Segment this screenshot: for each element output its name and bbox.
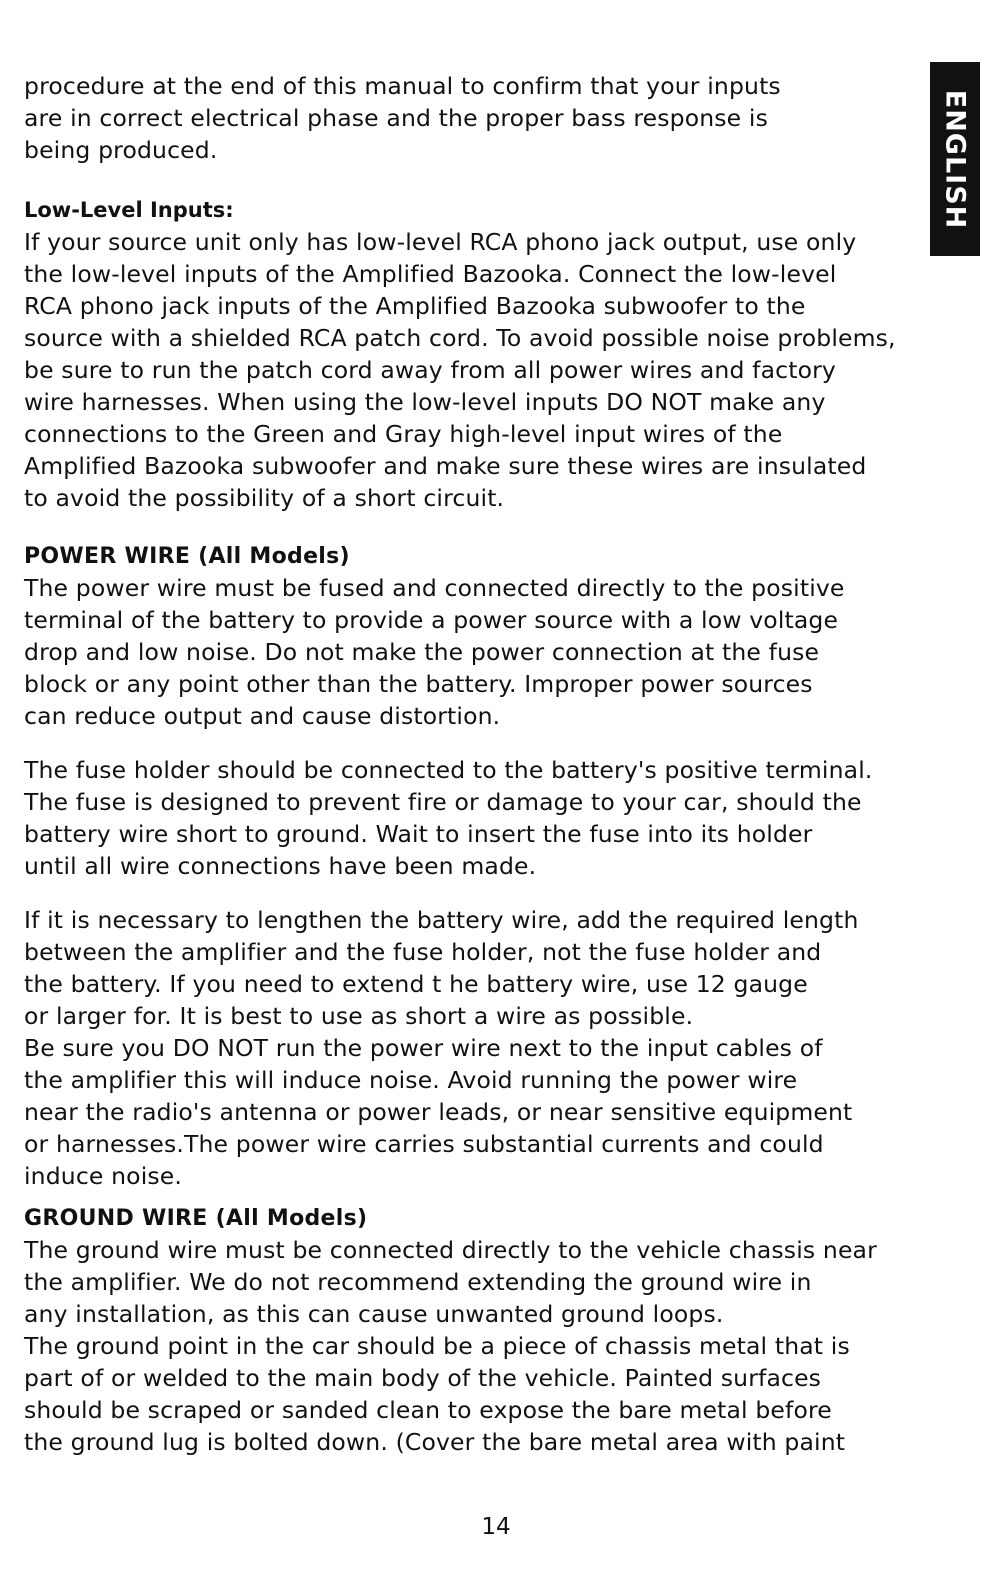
text-line: part of or welded to the main body of the vehicle. Painted surfaces <box>24 1364 822 1392</box>
power-wire-paragraph-2 <box>24 754 904 882</box>
text-line: The ground wire must be connected directly to the vehicle chassis near <box>24 1236 877 1264</box>
power-wire-paragraph-1 <box>24 572 904 732</box>
text-line: wire harnesses. When using the low-level inputs DO NOT make any <box>24 388 826 416</box>
section-heading-ground-wire: GROUND WIRE (All Models) <box>24 1206 368 1231</box>
text-line: until all wire connections have been made. <box>24 852 537 880</box>
text-line: block or any point other than the battery. Improper power sources <box>24 670 813 698</box>
text-line: being produced. <box>24 136 218 164</box>
ground-wire-paragraph-1 <box>24 1234 904 1330</box>
text-line: the battery. If you need to extend t he battery wire, use 12 gauge <box>24 970 808 998</box>
ground-wire-section <box>24 1204 904 1458</box>
text-line: to avoid the possibility of a short circuit. <box>24 484 505 512</box>
text-line: If your source unit only has low-level RCA phono jack output, use only <box>24 228 857 256</box>
text-line: be sure to run the patch cord away from all power wires and factory <box>24 356 836 384</box>
text-line: The power wire must be fused and connected directly to the positive <box>24 574 845 602</box>
power-wire-paragraph-3 <box>24 904 904 1192</box>
text-line: Be sure you DO NOT run the power wire next to the input cables of <box>24 1034 823 1062</box>
power-wire-section <box>24 542 904 1192</box>
text-line: or harnesses.The power wire carries substantial currents and could <box>24 1130 824 1158</box>
text-line: the ground lug is bolted down. (Cover the bare metal area with paint <box>24 1428 846 1456</box>
page-body <box>24 70 904 1458</box>
page-number: 14 <box>481 1514 511 1540</box>
section-heading-low-level: Low-Level Inputs: <box>24 198 234 222</box>
text-line: are in correct electrical phase and the proper bass response is <box>24 104 768 132</box>
text-line: any installation, as this can cause unwanted ground loops. <box>24 1300 724 1328</box>
text-line: procedure at the end of this manual to confirm that your inputs <box>24 72 781 100</box>
text-line: the amplifier this will induce noise. Avoid running the power wire <box>24 1066 798 1094</box>
language-tab <box>930 62 980 256</box>
text-line: the amplifier. We do not recommend extending the ground wire in <box>24 1268 812 1296</box>
intro-paragraph <box>24 70 904 166</box>
text-line: can reduce output and cause distortion. <box>24 702 501 730</box>
text-line: RCA phono jack inputs of the Amplified Bazooka subwoofer to the <box>24 292 806 320</box>
text-line: the low-level inputs of the Amplified Bazooka. Connect the low-level <box>24 260 837 288</box>
text-line: The fuse is designed to prevent fire or damage to your car, should the <box>24 788 862 816</box>
section-heading-power-wire: POWER WIRE (All Models) <box>24 544 350 569</box>
text-line: The fuse holder should be connected to the battery's positive terminal. <box>24 756 873 784</box>
text-line: near the radio's antenna or power leads, or near sensitive equipment <box>24 1098 853 1126</box>
text-line: between the amplifier and the fuse holder, not the fuse holder and <box>24 938 822 966</box>
text-line: induce noise. <box>24 1162 183 1190</box>
ground-wire-paragraph-2 <box>24 1330 904 1458</box>
text-line: should be scraped or sanded clean to expose the bare metal before <box>24 1396 832 1424</box>
text-line: connections to the Green and Gray high-level input wires of the <box>24 420 783 448</box>
text-line: drop and low noise. Do not make the power connection at the fuse <box>24 638 820 666</box>
text-line: terminal of the battery to provide a power source with a low voltage <box>24 606 839 634</box>
text-line: The ground point in the car should be a piece of chassis metal that is <box>24 1332 850 1360</box>
text-line: battery wire short to ground. Wait to insert the fuse into its holder <box>24 820 813 848</box>
language-tab-label: ENGLISH <box>939 89 971 229</box>
text-line: Amplified Bazooka subwoofer and make sure these wires are insulated <box>24 452 867 480</box>
text-line: source with a shielded RCA patch cord. To avoid possible noise problems, <box>24 324 896 352</box>
text-line: If it is necessary to lengthen the battery wire, add the required length <box>24 906 859 934</box>
text-line: or larger for. It is best to use as short a wire as possible. <box>24 1002 694 1030</box>
low-level-section <box>24 194 904 514</box>
